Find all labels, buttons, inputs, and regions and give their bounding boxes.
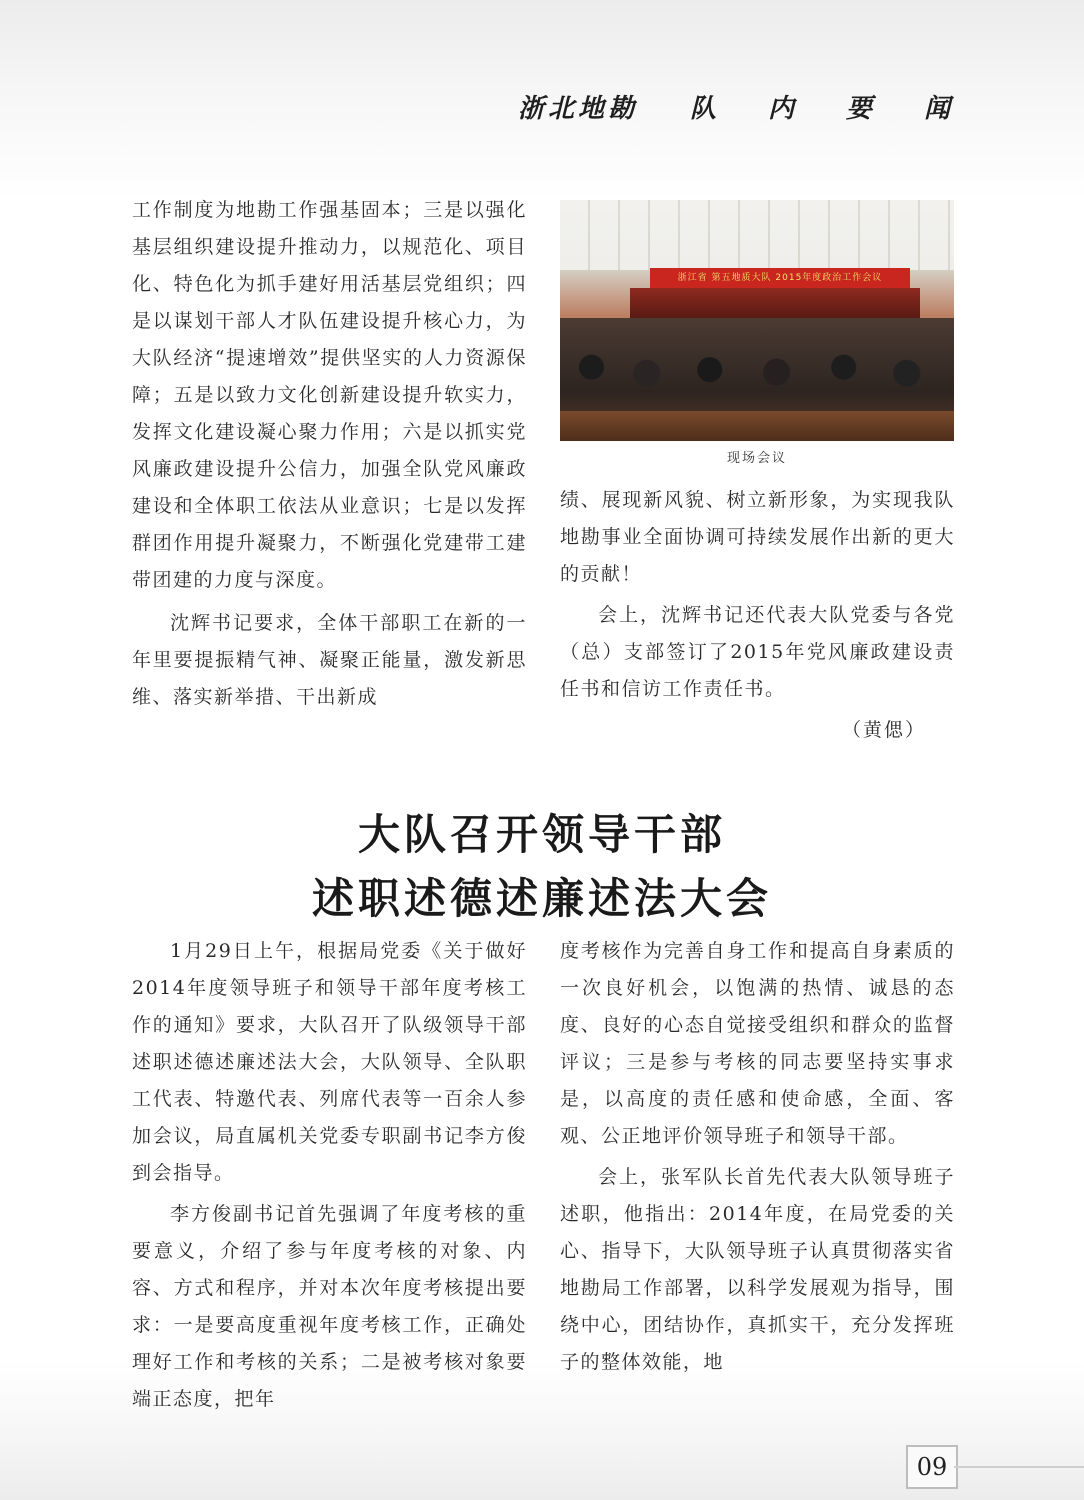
- paragraph: 会上，沈辉书记还代表大队党委与各党（总）支部签订了2015年党风廉政建设责任书和信访工作责任书。: [560, 604, 955, 700]
- paragraph: 李方俊副书记首先强调了年度考核的重要意义，介绍了参与年度考核的对象、内容、方式和程序，并对本次年度考核提出要求：一是要高度重视年度考核工作，正确处理好工作和考核的关系；二是被考核对象要端正态度，把年: [132, 1203, 527, 1410]
- paragraph: 绩、展现新风貌、树立新形象，为实现我队地勘事业全面协调可持续发展作出新的更大的贡献！: [560, 489, 955, 585]
- photo-table: [560, 411, 954, 441]
- paragraph: 度考核作为完善自身工作和提高自身素质的一次良好机会，以饱满的热情、诚恳的态度、良好的心态自觉接受组织和群众的监督评议；三是参与考核的同志要坚持实事求是，以高度的责任感和使命感，全面、客观、公正地评价领导班子和领导干部。: [560, 940, 955, 1147]
- paragraph: 沈辉书记要求，全体干部职工在新的一年里要提振精气神、凝聚正能量，激发新思维、落实新举措、干出新成: [132, 612, 527, 708]
- section-char: 内: [767, 94, 794, 124]
- article1-right-column: [560, 482, 955, 708]
- photo-stage: [630, 288, 920, 318]
- section-name: [690, 88, 950, 125]
- page-number: 09: [906, 1445, 958, 1489]
- section-char: 队: [690, 94, 717, 124]
- article2-right-column: [560, 933, 955, 1381]
- section-char: 要: [845, 94, 872, 124]
- page-number-rule: [954, 1466, 1084, 1468]
- paragraph: 1月29日上午，根据局党委《关于做好2014年度领导班子和领导干部年度考核工作的通知》要求，大队召开了队级领导干部述职述德述廉述法大会，大队领导、全队职工代表、特邀代表、列席代表等一百余人参加会议，局直属机关党委专职副书记李方俊到会指导。: [132, 940, 527, 1184]
- paragraph: 工作制度为地勘工作强基固本；三是以强化基层组织建设提升推动力，以规范化、项目化、特色化为抓手建好用活基层党组织；四是以谋划干部人才队伍建设提升核心力，为大队经济“提速增效”提供坚实的人力资源保障；五是以致力文化创新建设提升软实力，发挥文化建设凝心聚力作用；六是以抓实党风廉政建设提升公信力，加强全队党风廉政建设和全体职工依法从业意识；七是以发挥群团作用提升凝聚力，不断强化党建带工建带团建的力度与深度。: [132, 199, 527, 591]
- article-title-line2: 述职述德述廉述法大会: [311, 874, 772, 923]
- photo-caption: 现场会议: [726, 451, 787, 466]
- photo-banner: 浙江省 第五地质大队 2015年度政治工作会议: [650, 268, 910, 288]
- article2-left-column: [132, 933, 527, 1418]
- section-char: 闻: [923, 94, 950, 124]
- paragraph: 会上，张军队长首先代表大队领导班子述职，他指出：2014年度，在局党委的关心、指导下，大队领导班子认真贯彻落实省地勘局工作部署，以科学发展观为指导，围绕中心，团结协作，真抓实干，充分发挥班子的整体效能，地: [560, 1166, 955, 1373]
- photo-ceiling: [560, 200, 954, 270]
- meeting-photo: [560, 200, 954, 441]
- author-byline: （黄偲）: [841, 719, 926, 741]
- article-title-line1: 大队召开领导干部: [357, 810, 726, 859]
- magazine-name: 浙北地勘: [518, 94, 639, 124]
- article1-left-column: [132, 192, 527, 716]
